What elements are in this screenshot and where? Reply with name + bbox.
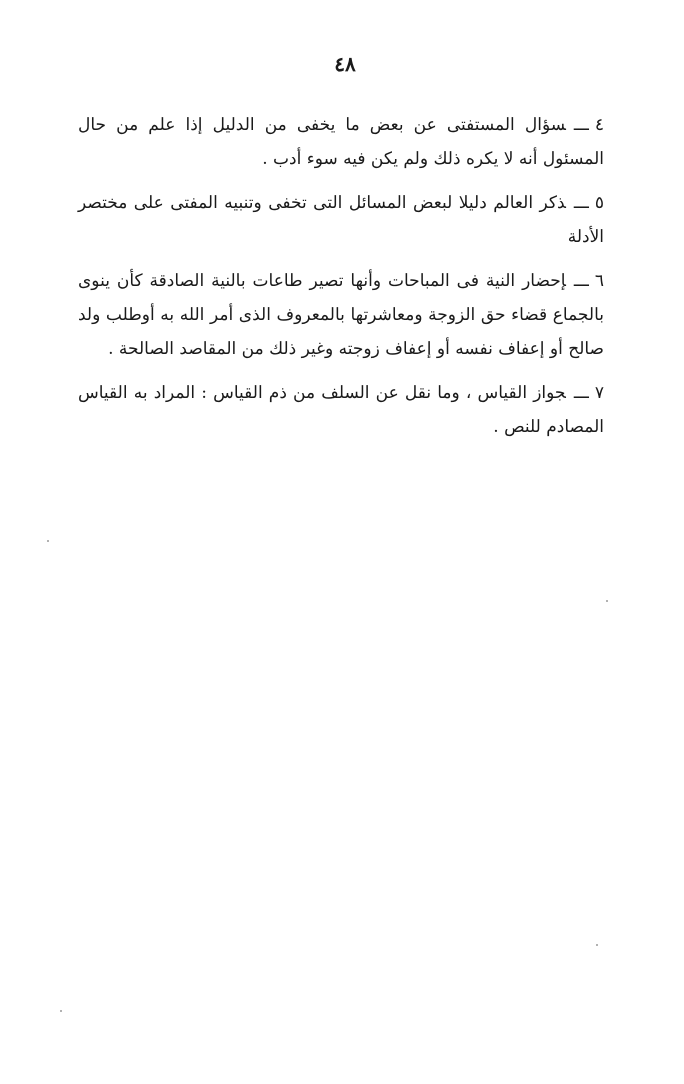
item-text: جواز القياس ، وما نقل عن السلف من ذم القياس : المراد به القياس المصادم للنص . — [78, 383, 604, 437]
item-text: سؤال المستفتى عن بعض ما يخفى من الدليل إذا علم من حال المسئول أنه لا يكره ذلك ولم يكن فيه سوء أدب . — [78, 115, 604, 169]
list-item — [78, 264, 604, 366]
item-number: ٥ — [594, 193, 604, 213]
scan-speck — [596, 944, 598, 946]
item-number: ٧ — [594, 383, 604, 403]
item-dash: ـــ — [573, 271, 589, 291]
item-dash: ـــ — [573, 383, 589, 403]
item-number: ٤ — [594, 115, 604, 135]
scan-speck — [60, 1010, 62, 1012]
page-number: ٤٨ — [334, 52, 356, 76]
item-dash: ـــ — [573, 115, 589, 135]
scan-speck — [606, 600, 608, 602]
item-dash: ـــ — [573, 193, 589, 213]
item-text: ذكر العالم دليلا لبعض المسائل التى تخفى وتنبيه المفتى على مختصر الأدلة — [78, 193, 604, 247]
page-body — [78, 108, 604, 454]
item-number: ٦ — [594, 271, 604, 291]
item-text: إحضار النية فى المباحات وأنها تصير طاعات بالنية الصادقة كأن ينوى بالجماع قضاء حق الزوجة ومعاشرتها بالمعروف الذى أمر الله به أوطلب ولد صالح أو إعفاف نفسه أو إعفاف زوجته وغير ذلك من المقاصد الصالحة . — [78, 271, 604, 359]
list-item — [78, 376, 604, 444]
list-item — [78, 186, 604, 254]
scan-speck — [47, 540, 49, 542]
list-item — [78, 108, 604, 176]
